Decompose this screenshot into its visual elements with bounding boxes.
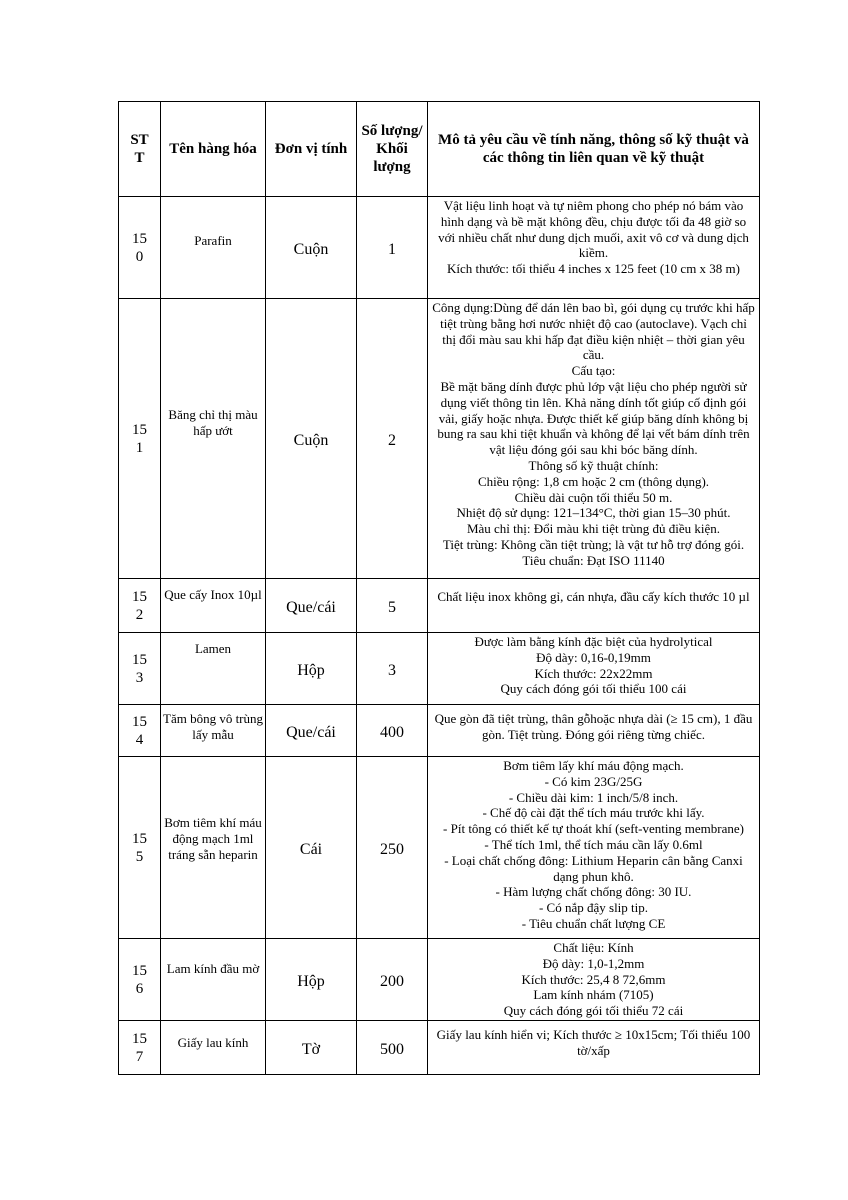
row-stt: 153: [119, 633, 161, 705]
row-unit: Hộp: [266, 633, 357, 705]
row-qty: 200: [357, 939, 428, 1021]
row-stt: 151: [119, 299, 161, 579]
table-header-row: [119, 102, 760, 197]
table-row: [119, 705, 760, 757]
row-desc: Chất liệu inox không gỉ, cán nhựa, đầu cấy kích thước 10 µl: [428, 579, 760, 633]
header-desc: Mô tả yêu cầu về tính năng, thông số kỹ thuật và các thông tin liên quan về kỹ thuật: [428, 102, 760, 197]
row-unit: Cuộn: [266, 299, 357, 579]
row-desc: Vật liệu linh hoạt và tự niêm phong cho phép nó bám vào hình dạng và bề mặt không đều, chịu được tối đa 48 giờ so với nhiều chất như dung dịch muối, axit vô cơ và dung dịch kiềm. Kích thước: tối thiểu 4 inches x 125 feet (10 cm x 38 m): [428, 197, 760, 299]
row-desc: Công dụng:Dùng để dán lên bao bì, gói dụng cụ trước khi hấp tiệt trùng bằng hơi nước nhiệt độ cao (autoclave). Vạch chỉ thị đổi màu sau khi hấp đạt điều kiện nhiệt – thời gian yêu cầu. Cấu tạo: Bề mặt băng dính được phủ lớp vật liệu cho phép người sử dụng viết thông tin lên. Khả năng dính tốt giúp cố định gói vải, giấy hoặc nhựa. Được thiết kế giúp băng dính không bị bung ra sau khi tiệt khuẩn và không để lại vết bám dính trên vật liệu đóng gói sau khi bóc băng dính. Thông số kỹ thuật chính: Chiều rộng: 1,8 cm hoặc 2 cm (thông dụng). Chiều dài cuộn tối thiểu 50 m. Nhiệt độ sử dụng: 121–134°C, thời gian 15–30 phút. Màu chỉ thị: Đổi màu khi tiệt trùng đủ điều kiện. Tiệt trùng: Không cần tiệt trùng; là vật tư hỗ trợ đóng gói. Tiêu chuẩn: Đạt ISO 11140: [428, 299, 760, 579]
row-unit: Que/cái: [266, 705, 357, 757]
row-name: Lamen: [161, 633, 266, 705]
table-row: [119, 197, 760, 299]
table-row: [119, 757, 760, 939]
row-name: Bơm tiêm khí máu động mạch 1ml tráng sẵn heparin: [161, 757, 266, 939]
row-stt: 152: [119, 579, 161, 633]
row-qty: 250: [357, 757, 428, 939]
row-qty: 3: [357, 633, 428, 705]
row-desc: Được làm bằng kính đặc biệt của hydrolytical Độ dày: 0,16-0,19mm Kích thước: 22x22mm Quy cách đóng gói tối thiểu 100 cái: [428, 633, 760, 705]
row-stt: 150: [119, 197, 161, 299]
header-unit: Đơn vị tính: [266, 102, 357, 197]
row-unit: Que/cái: [266, 579, 357, 633]
row-name: Tăm bông vô trùng lấy mẫu: [161, 705, 266, 757]
row-desc: Giấy lau kính hiển vi; Kích thước ≥ 10x15cm; Tối thiểu 100 tờ/xấp: [428, 1021, 760, 1075]
table-row: [119, 299, 760, 579]
row-stt: 155: [119, 757, 161, 939]
table-row: [119, 579, 760, 633]
row-stt: 154: [119, 705, 161, 757]
header-name: Tên hàng hóa: [161, 102, 266, 197]
row-unit: Tờ: [266, 1021, 357, 1075]
row-stt: 156: [119, 939, 161, 1021]
header-qty: Số lượng/ Khối lượng: [357, 102, 428, 197]
table-row: [119, 1021, 760, 1075]
row-name: Parafin: [161, 197, 266, 299]
row-qty: 400: [357, 705, 428, 757]
row-name: Lam kính đầu mờ: [161, 939, 266, 1021]
row-stt: 157: [119, 1021, 161, 1075]
row-qty: 500: [357, 1021, 428, 1075]
header-stt: STT: [119, 102, 161, 197]
row-qty: 2: [357, 299, 428, 579]
row-desc: Bơm tiêm lấy khí máu động mạch. - Có kim 23G/25G - Chiều dài kim: 1 inch/5/8 inch. - Chế độ cài đặt thể tích máu trước khi lấy. - Pít tông có thiết kế tự thoát khí (seft-venting membrane) - Thể tích 1ml, thể tích máu cần lấy 0.6ml - Loại chất chống đông: Lithium Heparin cân bằng Canxi dạng phun khô. - Hàm lượng chất chống đông: 30 IU. - Có nắp đậy slip tip. - Tiêu chuẩn chất lượng CE: [428, 757, 760, 939]
row-name: Que cấy Inox 10µl: [161, 579, 266, 633]
row-qty: 1: [357, 197, 428, 299]
table-row: [119, 633, 760, 705]
row-name: Băng chỉ thị màu hấp ướt: [161, 299, 266, 579]
table-row: [119, 939, 760, 1021]
row-unit: Cuộn: [266, 197, 357, 299]
spec-table: [118, 101, 760, 1075]
row-qty: 5: [357, 579, 428, 633]
row-unit: Cái: [266, 757, 357, 939]
row-unit: Hộp: [266, 939, 357, 1021]
row-name: Giấy lau kính: [161, 1021, 266, 1075]
row-desc: Chất liệu: Kính Độ dày: 1,0-1,2mm Kích thước: 25,4 8 72,6mm Lam kính nhám (7105) Quy cách đóng gói tối thiểu 72 cái: [428, 939, 760, 1021]
row-desc: Que gòn đã tiệt trùng, thân gỗhoặc nhựa dài (≥ 15 cm), 1 đầu gòn. Tiệt trùng. Đóng gói riêng từng chiếc.: [428, 705, 760, 757]
